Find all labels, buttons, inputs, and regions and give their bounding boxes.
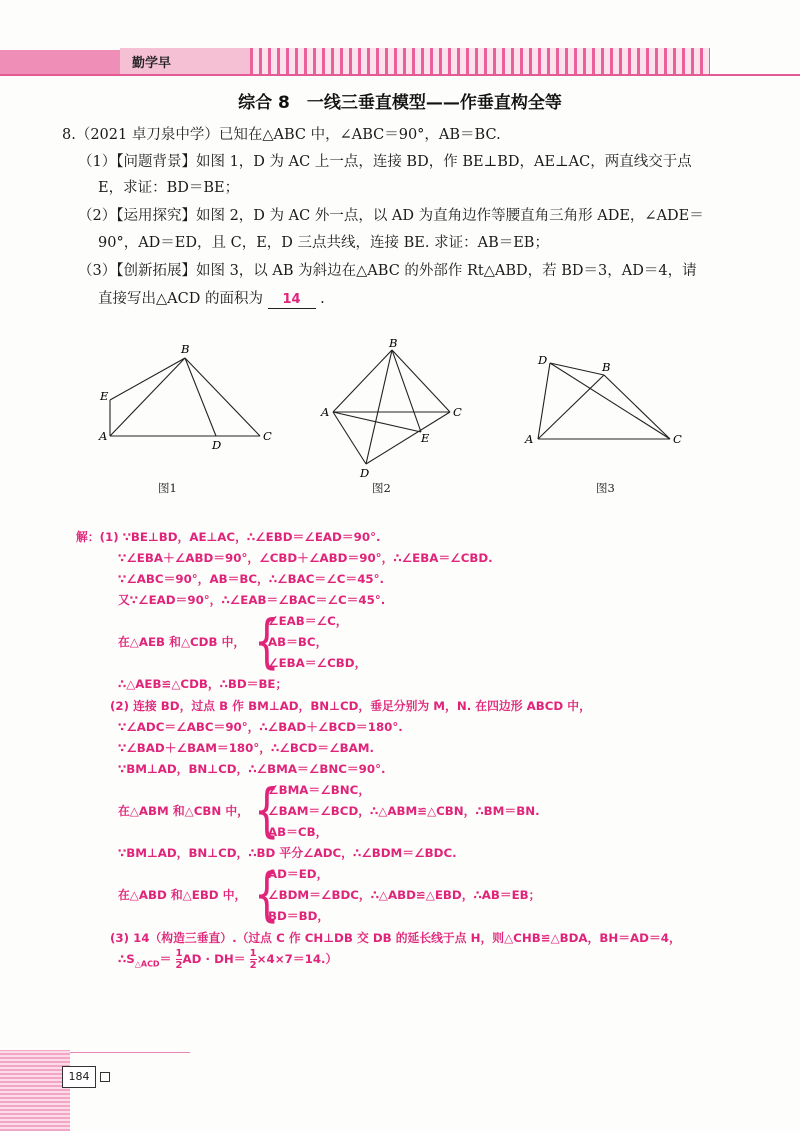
header-band-left — [0, 50, 120, 74]
fraction-2-den: 2 — [249, 960, 257, 971]
fraction-1-num: 1 — [175, 948, 183, 959]
figure-1-caption: 图1 — [158, 481, 177, 495]
problem-part1-line1: （1）【问题背景】如图 1，D 为 AC 上一点，连接 BD，作 BE⊥BD，AE⊥AC，两直线交于点 — [78, 154, 692, 170]
problem-part1-line2: E，求证：BD＝BE； — [98, 180, 240, 196]
section-title: 综合 8 一线三垂直模型——作垂直构全等 — [238, 93, 562, 113]
answer-blank: 14 — [268, 292, 316, 309]
fig2-label-a: A — [321, 405, 330, 419]
header-rule — [0, 74, 800, 76]
fig2-label-e: E — [421, 431, 430, 445]
figure-2-caption: 图2 — [372, 481, 391, 495]
problem-part2-line2: 90°，AD＝ED，且 C，E，D 三点共线，连接 BE. 求证：AB＝EB； — [98, 235, 549, 251]
system3-row-a: AD＝ED， — [268, 867, 329, 881]
system2-row-c: AB＝CB， — [268, 825, 328, 839]
page-square-icon — [100, 1072, 110, 1082]
system2-row-b: ∠BAM＝∠BCD，∴△ABM≌△CBN，∴BM＝BN. — [268, 804, 540, 818]
expr-mid: AD · DH＝ — [182, 952, 246, 966]
footer-rule — [70, 1052, 190, 1053]
system1-row-c: ∠EBA＝∠CBD， — [268, 656, 367, 670]
figure-3-caption: 图3 — [596, 481, 615, 495]
solution-line-7: ∵∠ADC＝∠ABC＝90°，∴∠BAD＋∠BCD＝180°. — [118, 720, 403, 734]
problem-part3-line1: （3）【创新拓展】如图 3，以 AB 为斜边在△ABC 的外部作 Rt△ABD，若 BD＝3，AD＝4，请 — [78, 263, 697, 279]
problem-part2-line1: （2）【运用探究】如图 2，D 为 AC 外一点，以 AD 为直角边作等腰直角三角形 ADE，∠ADE＝ — [78, 208, 704, 224]
solution-line-10: ∵BM⊥AD，BN⊥CD，∴BD 平分∠ADC，∴∠BDM＝∠BDC. — [118, 846, 457, 860]
problem-intro: 8.（2021 卓刀泉中学）已知在△ABC 中，∠ABC＝90°，AB＝BC. — [62, 127, 501, 143]
header-stripes — [250, 48, 710, 74]
system3-prefix: 在△ABD 和△EBD 中， — [118, 888, 247, 902]
fig3-label-c: C — [673, 432, 682, 446]
figure-1 — [90, 340, 280, 455]
fig1-label-d: D — [212, 438, 222, 452]
page-number: 184 — [62, 1066, 96, 1088]
solution-line-5: ∴△AEB≌△CDB，∴BD＝BE； — [118, 677, 288, 691]
fig1-label-e: E — [100, 389, 109, 403]
solution-line-3: ∵∠ABC＝90°，AB＝BC，∴∠BAC＝∠C＝45°. — [118, 572, 385, 586]
figure-3 — [520, 348, 690, 453]
system2-brace: { — [254, 777, 280, 845]
system1-brace: { — [254, 608, 280, 676]
problem-part3-line2 — [98, 288, 325, 310]
fig1-label-b: B — [181, 342, 190, 356]
fig2-label-b: B — [389, 336, 398, 350]
system2-row-a: ∠BMA＝∠BNC， — [268, 783, 371, 797]
solution-line-11: (3) 14（构造三垂直）.（过点 C 作 CH⊥DB 交 DB 的延长线于点 H，则△CHB≌△BDA，BH＝AD＝4， — [110, 931, 681, 945]
solution-line-2: ∵∠EBA＋∠ABD＝90°，∠CBD＋∠ABD＝90°，∴∠EBA＝∠CBD. — [118, 551, 493, 565]
system3-row-b: ∠BDM＝∠BDC，∴△ABD≌△EBD，∴AB＝EB； — [268, 888, 541, 902]
area-subscript: △ACD — [134, 959, 160, 969]
system3-row-c: BD＝BD， — [268, 909, 330, 923]
solution-line-6: (2) 连接 BD，过点 B 作 BM⊥AD，BN⊥CD，垂足分别为 M，N. 在四边形 ABCD 中， — [110, 699, 591, 713]
solution-line-8: ∵∠BAD＋∠BAM＝180°，∴∠BCD＝∠BAM. — [118, 741, 374, 755]
solution-line-9: ∵BM⊥AD，BN⊥CD，∴∠BMA＝∠BNC＝90°. — [118, 762, 386, 776]
system2-prefix: 在△ABM 和△CBN 中， — [118, 804, 249, 818]
header-title: 勤学早 — [132, 56, 172, 71]
fraction-1-den: 2 — [175, 960, 183, 971]
system3-brace: { — [254, 861, 280, 929]
solution-line-1: 解：(1) ∵BE⊥BD，AE⊥AC，∴∠EBD＝∠EAD＝90°. — [76, 530, 381, 544]
fig3-label-b: B — [602, 360, 611, 374]
part3-suffix: . — [320, 291, 325, 307]
solution-line-12 — [118, 948, 337, 972]
system1-row-a: ∠EAB＝∠C， — [268, 614, 348, 628]
fig1-label-a: A — [99, 429, 108, 443]
fig2-label-c: C — [453, 405, 462, 419]
part3-prefix: 直接写出△ACD 的面积为 — [98, 291, 263, 307]
system1-row-b: AB＝BC， — [268, 635, 328, 649]
footer-band — [0, 1050, 70, 1131]
fig3-label-a: A — [525, 432, 534, 446]
system1-prefix: 在△AEB 和△CDB 中， — [118, 635, 246, 649]
area-symbol: ∴S — [118, 952, 135, 966]
expr-end: ×4×7＝14.） — [256, 952, 338, 966]
fig2-label-d: D — [360, 466, 370, 480]
fig3-label-d: D — [538, 353, 548, 367]
figure-2 — [318, 336, 468, 486]
solution-line-4: 又∵∠EAD＝90°，∴∠EAB＝∠BAC＝∠C＝45°. — [118, 593, 386, 607]
fraction-2-num: 1 — [249, 948, 257, 959]
fig1-label-c: C — [263, 429, 272, 443]
equals-1: ＝ — [159, 952, 172, 966]
fraction-2 — [250, 948, 257, 971]
